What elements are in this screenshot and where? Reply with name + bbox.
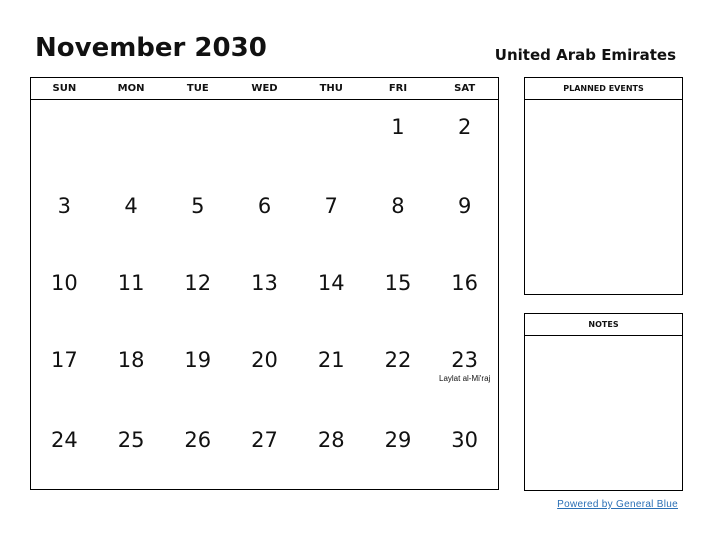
day-cell[interactable]	[365, 428, 432, 452]
calendar-week	[31, 348, 498, 384]
planned-events-panel[interactable]	[524, 77, 683, 295]
dow-wed: WED	[251, 83, 278, 94]
day-cell[interactable]	[164, 194, 231, 218]
day-cell[interactable]	[298, 428, 365, 452]
day-cell[interactable]	[365, 348, 432, 384]
day-cell[interactable]	[365, 194, 432, 218]
day-cell[interactable]	[164, 428, 231, 452]
day-cell[interactable]	[98, 194, 165, 218]
planned-events-heading: PLANNED EVENTS	[525, 78, 682, 100]
day-cell[interactable]	[298, 194, 365, 218]
day-number: 6	[257, 194, 272, 218]
day-number: 13	[251, 271, 278, 295]
day-cell[interactable]	[31, 271, 98, 295]
day-number: 22	[384, 348, 412, 372]
day-number: 14	[317, 271, 345, 295]
dow-sat: SAT	[454, 83, 476, 94]
day-number: 8	[391, 194, 405, 218]
calendar-week	[31, 271, 498, 295]
day-number: 4	[124, 194, 138, 218]
day-number: 21	[317, 348, 345, 372]
day-cell	[164, 115, 231, 139]
day-number: 7	[324, 194, 338, 218]
notes-panel[interactable]	[524, 313, 683, 491]
day-cell[interactable]	[365, 271, 432, 295]
day-number: 27	[251, 428, 278, 452]
dow-sun: SUN	[52, 83, 77, 94]
day-cell	[231, 115, 298, 139]
dow-thu: THU	[319, 83, 343, 94]
day-cell[interactable]	[298, 271, 365, 295]
day-cell[interactable]	[31, 348, 98, 384]
day-cell[interactable]	[164, 348, 231, 384]
day-number: 18	[117, 348, 145, 372]
day-cell[interactable]	[431, 115, 498, 139]
day-cell[interactable]	[431, 194, 498, 218]
day-cell[interactable]	[98, 348, 165, 384]
day-cell[interactable]	[31, 428, 98, 452]
calendar-grid	[30, 77, 499, 490]
day-cell[interactable]	[231, 194, 298, 218]
day-number: 26	[184, 428, 212, 452]
day-number: 19	[184, 348, 212, 372]
day-number: 24	[50, 428, 78, 452]
day-number: 30	[451, 428, 479, 452]
day-cell[interactable]	[31, 194, 98, 218]
day-cell	[31, 115, 98, 139]
day-cell[interactable]	[231, 428, 298, 452]
day-number: 12	[184, 271, 212, 295]
day-cell[interactable]	[98, 271, 165, 295]
day-number: 5	[191, 194, 205, 218]
calendar-week	[31, 428, 498, 452]
dow-fri: FRI	[388, 83, 408, 94]
day-cell[interactable]	[431, 348, 498, 384]
calendar-week	[31, 194, 498, 218]
day-number: 17	[50, 348, 78, 372]
days-of-week-header	[31, 78, 498, 100]
holiday-label: Laylat al-Mi'raj	[439, 374, 491, 383]
day-cell[interactable]	[98, 428, 165, 452]
day-number: 15	[384, 271, 412, 295]
day-cell[interactable]	[365, 115, 432, 139]
day-cell[interactable]	[298, 348, 365, 384]
day-number: 10	[50, 271, 78, 295]
calendar-week	[31, 115, 498, 139]
day-number: 11	[117, 271, 145, 295]
day-cell[interactable]	[231, 271, 298, 295]
powered-by-link[interactable]: Powered by General Blue	[557, 499, 678, 510]
day-number: 29	[384, 428, 412, 452]
dow-mon: MON	[117, 83, 145, 94]
notes-heading: NOTES	[525, 314, 682, 336]
day-cell[interactable]	[231, 348, 298, 384]
day-cell[interactable]	[431, 271, 498, 295]
day-cell[interactable]	[431, 428, 498, 452]
day-cell	[298, 115, 365, 139]
day-number: 2	[457, 115, 472, 139]
day-number: 16	[451, 271, 479, 295]
page-title: November 2030	[35, 33, 267, 63]
day-cell	[98, 115, 165, 139]
day-number: 1	[391, 115, 405, 139]
day-number: 3	[57, 194, 72, 218]
country-label: United Arab Emirates	[494, 46, 676, 64]
day-number: 20	[251, 348, 278, 372]
day-number: 9	[457, 194, 472, 218]
day-cell[interactable]	[164, 271, 231, 295]
day-number: 28	[317, 428, 345, 452]
day-number: 25	[117, 428, 145, 452]
day-number: 23	[451, 348, 479, 372]
dow-tue: TUE	[186, 83, 209, 94]
